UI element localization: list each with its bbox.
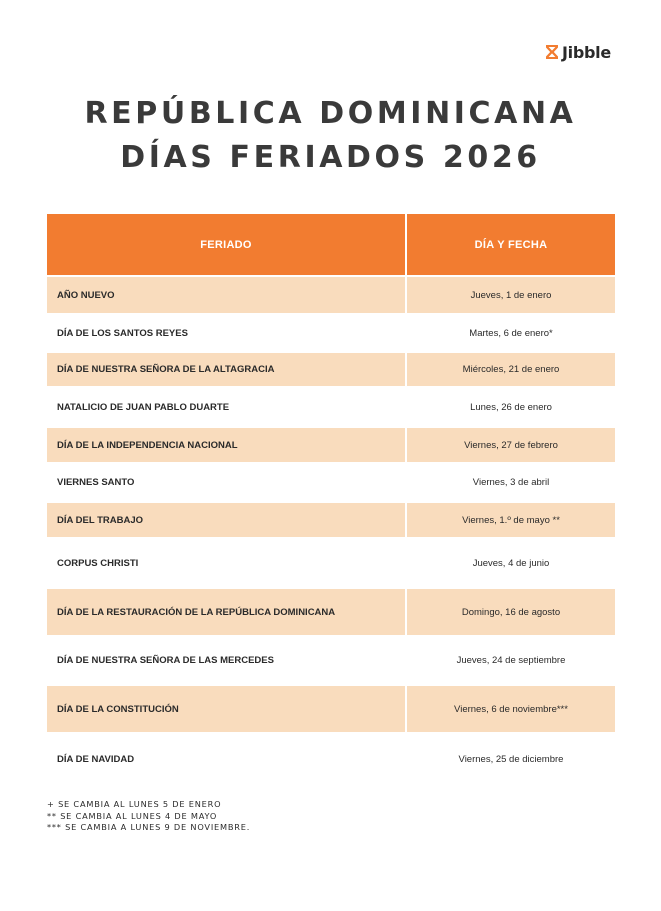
holiday-date: Jueves, 4 de junio [472, 557, 550, 569]
brand-name: Jibble [562, 42, 611, 62]
holidays-table [47, 214, 615, 786]
holiday-name: DÍA DE NUESTRA SEÑORA DE LAS MERCEDES [57, 655, 274, 666]
title-line-1: REPÚBLICA DOMINICANA [84, 96, 577, 131]
table-row [47, 734, 615, 784]
holiday-name: VIERNES SANTO [57, 477, 135, 488]
footnote: + SE CAMBIA AL LUNES 5 DE ENERO [47, 799, 222, 809]
holiday-date: Martes, 6 de enero* [469, 327, 553, 339]
holiday-date: Viernes, 6 de noviembre*** [407, 686, 615, 732]
holiday-name: DÍA DE LA CONSTITUCIÓN [47, 686, 405, 732]
header-date: DÍA Y FECHA [407, 214, 615, 275]
header-holiday: FERIADO [47, 214, 405, 275]
holiday-name: DÍA DEL TRABAJO [47, 503, 405, 537]
table-row [47, 315, 615, 351]
holiday-date: Domingo, 16 de agosto [407, 589, 615, 635]
holiday-name: DÍA DE LA RESTAURACIÓN DE LA REPÚBLICA DOMINICANA [47, 589, 405, 635]
hourglass-icon [545, 44, 559, 60]
table-body [47, 277, 615, 784]
footnotes [47, 799, 250, 834]
holiday-date: Viernes, 1.º de mayo ** [407, 503, 615, 537]
page-title [0, 92, 661, 180]
footnote: *** SE CAMBIA A LUNES 9 DE NOVIEMBRE. [47, 822, 251, 832]
table-row [47, 686, 615, 732]
table-row [47, 428, 615, 462]
holiday-date: Viernes, 3 de abril [472, 477, 550, 488]
title-line-2: DÍAS FERIADOS 2026 [120, 140, 541, 175]
holiday-name: DÍA DE LA INDEPENDENCIA NACIONAL [47, 428, 405, 462]
table-row [47, 277, 615, 313]
brand-logo [545, 42, 611, 62]
holiday-name: DÍA DE NAVIDAD [57, 753, 135, 765]
footnote: ** SE CAMBIA AL LUNES 4 DE MAYO [47, 810, 218, 821]
holiday-date: Viernes, 27 de febrero [407, 428, 615, 462]
table-row [47, 353, 615, 386]
holiday-name: CORPUS CHRISTI [57, 557, 139, 569]
holiday-date: Viernes, 25 de diciembre [458, 753, 564, 765]
table-header-row [47, 214, 615, 275]
holiday-date: Lunes, 26 de enero [470, 401, 552, 413]
holiday-name: AÑO NUEVO [47, 277, 405, 313]
holiday-name: DÍA DE NUESTRA SEÑORA DE LA ALTAGRACIA [47, 353, 405, 386]
table-row [47, 464, 615, 501]
holiday-name: NATALICIO DE JUAN PABLO DUARTE [57, 401, 230, 413]
table-row [47, 589, 615, 635]
table-row [47, 539, 615, 587]
holiday-name: DÍA DE LOS SANTOS REYES [57, 327, 188, 339]
table-row [47, 503, 615, 537]
holiday-date: Jueves, 24 de septiembre [456, 655, 566, 666]
holiday-date: Miércoles, 21 de enero [407, 353, 615, 386]
holiday-date: Jueves, 1 de enero [407, 277, 615, 313]
table-row [47, 388, 615, 426]
table-row [47, 637, 615, 684]
